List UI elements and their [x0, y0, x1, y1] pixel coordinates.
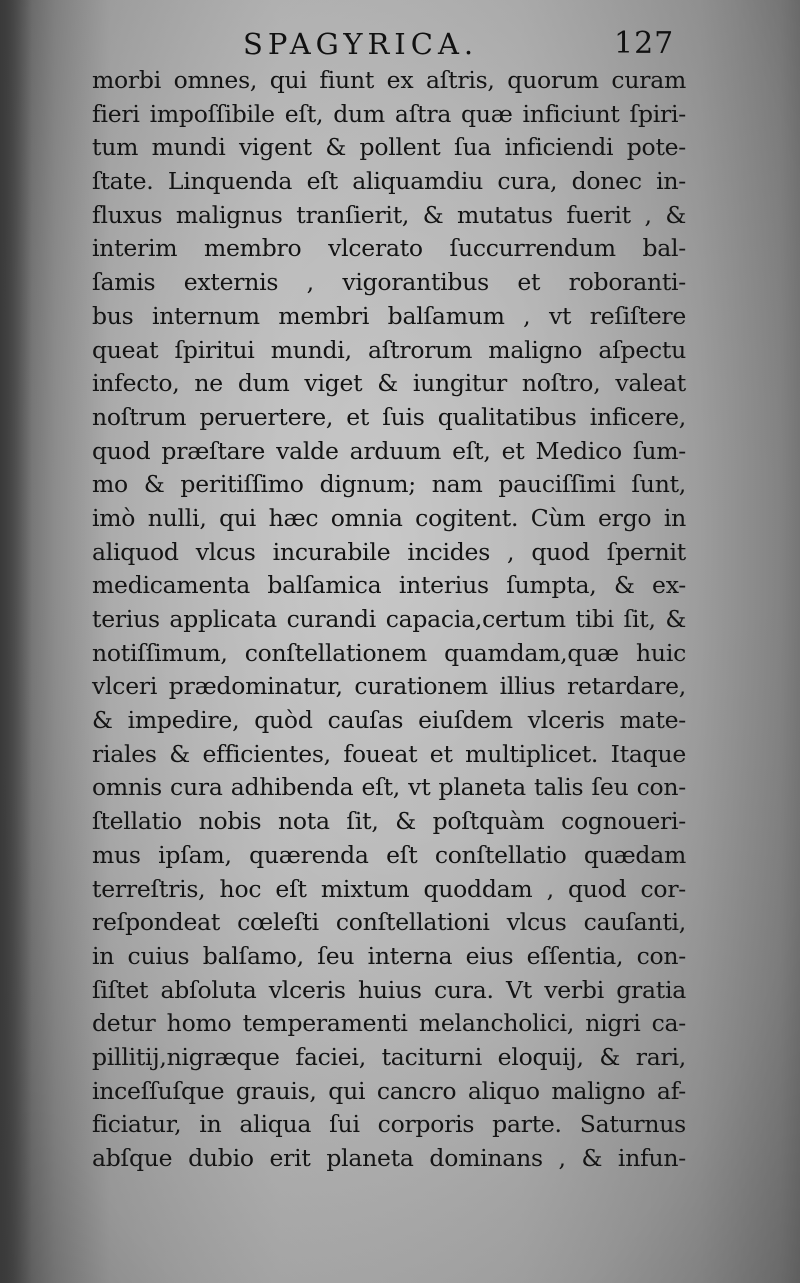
text-line: infecto, ne dum viget & iungitur noſtro, valeat — [92, 369, 686, 398]
text-line: abſque dubio erit planeta dominans , & infun- — [92, 1144, 686, 1172]
text-line: ſtellatio nobis nota ſit, & poſtquàm cognoueri- — [92, 807, 686, 836]
text-line: terius applicata curandi capacia,certum tibi ſit, & — [92, 605, 686, 633]
text-line: ficiatur, in aliqua ſui corporis parte. Saturnus — [92, 1110, 686, 1139]
page-number: 127 — [614, 26, 675, 61]
body-text — [92, 64, 686, 1176]
text-line: mus ipſam, quærenda eſt conſtellatio quædam — [92, 840, 686, 869]
text-line: tum mundi vigent & pollent ſua inficiendi pote- — [92, 133, 686, 162]
text-line: & impedire, quòd cauſas eiuſdem vlceris mate- — [92, 706, 686, 735]
text-line: terreſtris, hoc eſt mixtum quoddam , quod cor- — [92, 874, 686, 903]
text-line: notiſſimum, conſtellationem quamdam,quæ huic — [92, 638, 686, 667]
text-line: ſamis externis , vigorantibus et roboranti- — [92, 268, 686, 297]
text-line: fluxus malignus tranſierit, & mutatus fuerit , & — [92, 200, 686, 229]
text-line: interim membro vlcerato ſuccurrendum bal- — [92, 234, 686, 263]
text-line: aliquod vlcus incurabile incides , quod ſpernit — [92, 537, 686, 566]
text-line: medicamenta balſamica interius ſumpta, & ex- — [92, 571, 686, 600]
text-line: vlceri prædominatur, curationem illius retardare, — [92, 672, 686, 701]
running-title: SPAGYRICA. — [243, 27, 479, 61]
text-line: riales & efficientes, foueat et multiplicet. Itaque — [92, 739, 686, 768]
text-line: detur homo temperamenti melancholici, nigri ca- — [92, 1009, 686, 1038]
text-line: imò nulli, qui hæc omnia cogitent. Cùm ergo in — [92, 503, 686, 532]
text-line: omnis cura adhibenda eſt, vt planeta talis ſeu con- — [92, 773, 686, 802]
text-line: pillitij,nigræque faciei, taciturni eloquij, & rari, — [92, 1042, 686, 1071]
text-line: ſtate. Linquenda eſt aliquamdiu cura, donec in- — [92, 167, 686, 196]
text-line: bus internum membri balſamum , vt reſiſtere — [92, 301, 686, 330]
text-line: inceſſuſque grauis, qui cancro aliquo maligno af- — [92, 1076, 686, 1105]
text-line: fieri impoſſibile eſt, dum aſtra quæ inficiunt ſpiri- — [92, 99, 686, 128]
ink-smudge — [89, 1191, 202, 1239]
text-line: noſtrum peruertere, et ſuis qualitatibus inficere, — [92, 402, 686, 431]
text-line: mo & peritiſſimo dignum; nam pauciſſimi ſunt, — [92, 470, 686, 499]
running-head — [0, 26, 800, 62]
text-line: queat ſpiritui mundi, aſtrorum maligno aſpectu — [92, 335, 686, 364]
text-line: reſpondeat cœleſti conſtellationi vlcus cauſanti, — [92, 908, 686, 937]
page-gutter-shadow — [0, 0, 32, 1283]
text-line: morbi omnes, qui fiunt ex aſtris, quorum curam — [92, 66, 686, 94]
text-line: ſiſtet abſoluta vlceris huius cura. Vt verbi gratia — [92, 975, 686, 1004]
text-line: quod præſtare valde arduum eſt, et Medico ſum- — [92, 436, 686, 465]
text-line: in cuius balſamo, ſeu interna eius eſſentia, con- — [92, 941, 686, 970]
